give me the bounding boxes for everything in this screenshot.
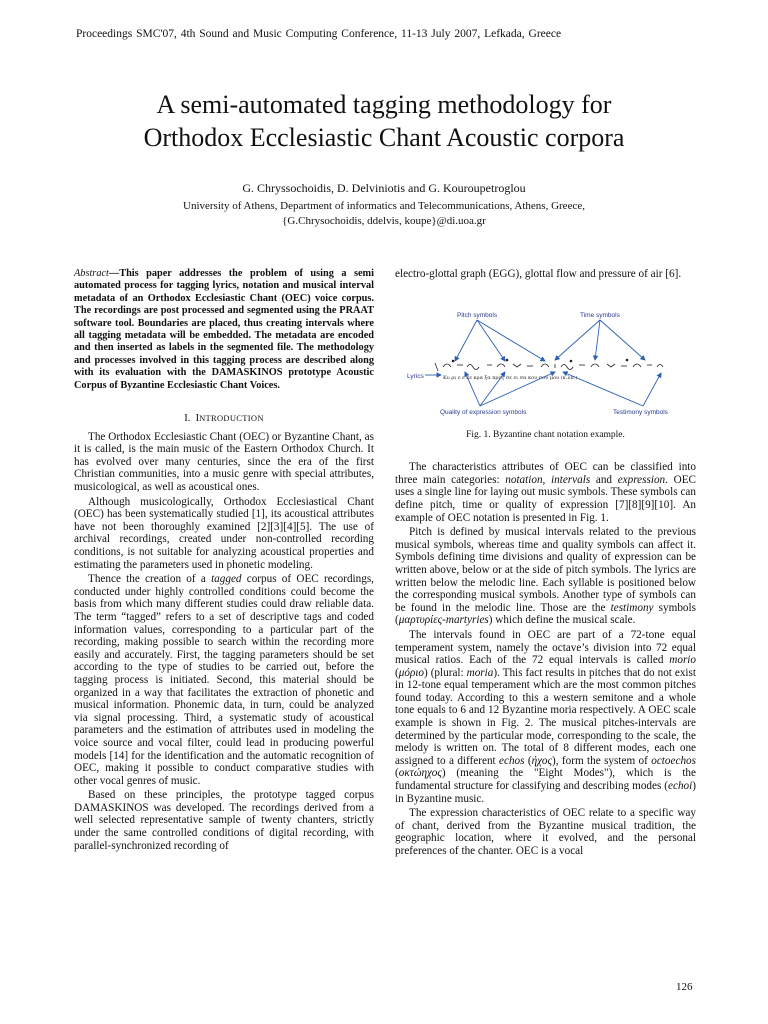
label-pitch-symbols: Pitch symbols bbox=[457, 311, 498, 319]
figure-1-caption: Fig. 1. Byzantine chant notation example. bbox=[466, 429, 625, 440]
label-testimony-symbols: Testimony symbols bbox=[613, 408, 668, 416]
right-paragraph-2: Pitch is defined by musical intervals related to the previous musical symbols, whereas time and quality symbols can affect it. Symbols defining time divisions and quality of expression can be written above, below or at the side of pitch symbols. The lyrics are written below the melodic line. Each syllable is positioned below the corresponding musical symbols. Another type of symbols can be found in the melodic line. Those are the testimony symbols (μαρτυρίες-martyries) which define the musical scale. bbox=[395, 526, 696, 627]
right-paragraph-3: The intervals found in OEC are part of a 72-tone equal temperament system, namely the octave’s division into 72 equal musical ratios. Each of the 72 equal intervals is called morio (μόριο) (plural: moria). This fact results in pitches that do not exist in 12-tone equal temperament which are the most common pitches found today. According to this a western semitone and a whole tone equals to 6 and 12 Byzantine moria respectively. A OEC scale example is shown in Fig. 2. The musical pitches-intervals are determined by the particular mode, corresponding to the scale, the melody is written on. The total of 8 different modes, each one assigned to a different echos (ήχος), form the system of octoechos (οκτώηχος) (meaning the "Eight Modes"), which is the fundamental structure for classifying and describing modes (echoi) in Byzantine music. bbox=[395, 628, 696, 805]
figure-1-notation-example bbox=[395, 301, 696, 419]
affiliation-line-1: University of Athens, Department of informatics and Telecommunications, Athens, Greece, bbox=[183, 200, 585, 212]
label-lyrics: Lyrics bbox=[407, 372, 424, 380]
authors: G. Chryssochoidis, D. Delviniotis and G. Kouroupetroglou bbox=[242, 181, 526, 195]
title-line-1: A semi-automated tagging methodology for bbox=[156, 90, 612, 119]
title-line-2: Orthodox Ecclesiastic Chant Acoustic corpora bbox=[143, 123, 625, 152]
right-column bbox=[395, 268, 696, 860]
right-paragraph-1: The characteristics attributes of OEC can be classified into three main categories: notation, intervals and expression. OEC uses a single line for laying out music symbols. These symbols can define pitch, time or quality of expression [7][8][9][10]. An example of OEC notation is presented in Fig. 1. bbox=[395, 461, 697, 524]
right-paragraph-0: electro-glottal graph (EGG), glottal flow and pressure of air [6]. bbox=[395, 268, 682, 280]
intro-paragraph-4: Based on these principles, the prototype tagged corpus DAMASKINOS was developed. The recordings derived from a well selected representative sample of twenty chanters, strictly under the same controlled conditions of digital recording, with parallel-synchronized recording of bbox=[74, 789, 374, 852]
lyric-syllables: Κυ ρι ε ε κε κρα ξα προς σε ει σα κου σον μου (κ.λπ.) bbox=[443, 374, 578, 381]
intro-paragraph-3: Thence the creation of a tagged corpus of OEC recordings, conducted under highly controlled conditions could become the basis from which many different studies could draw reliable data. The term “tagged” refers to a set of descriptive tags and coded information values, corresponding to a particular part of the recording, making possible to search within the recording more easily and accurately. First, the tagging parameters should be set according to the type of studies to be carried out, before the tagging process is initiated. Second, this material should be organized in a way that facilitates the extraction of phonetic and musical information. Phonemic data, in turn, could be analyzed via signal processing. Third, a systematic study of acoustical parameters and the estimation of attributes used in modeling the voice source and vocal filter, could lead in producing powerful models [14] for the identification and the automatic recognition of OEC, making it possible to conduct comparative studies with other vocal genres of music. bbox=[74, 573, 374, 787]
notation-diagram bbox=[395, 301, 696, 419]
intro-paragraph-1: The Orthodox Ecclesiastic Chant (OEC) or Byzantine Chant, as it is called, is the main music of the Eastern Orthodox Church. It has evolved over many centuries, since the era of the first Christian communities, into a music genre with special attributes, musicological, as well as acoustical ones. bbox=[74, 430, 374, 494]
paper-title bbox=[60, 88, 708, 154]
intro-paragraph-2: Although musicologically, Orthodox Ecclesiastical Chant (OEC) has been systematically studied [1], its acoustical attributes have not been thoroughly examined [2][3][4][5]. The use of archival recordings, created under non-controlled recording conditions, is not suitable for analyzing acoustical properties and estimating the parameters used in phonetic modeling. bbox=[74, 495, 374, 571]
affiliation bbox=[60, 199, 708, 229]
abstract-label: Abstract bbox=[74, 268, 109, 279]
section-initial: I bbox=[195, 413, 200, 425]
italic-term: tagged bbox=[211, 573, 242, 586]
running-header: Proceedings SMC'07, 4th Sound and Music Computing Conference, 11-13 July 2007, Lefkada, Greece bbox=[76, 28, 562, 40]
annotation-arrows bbox=[425, 320, 661, 406]
page-number: 126 bbox=[676, 981, 693, 993]
abstract-text: —This paper addresses the problem of using a semi automated process for tagging lyrics, notation and musical interval metadata of an Orthodox Ecclesiastic Chant (OEC) voice corpus. The recordings are post processed and segmented using the PRAAT software tool. Boundaries are placed, thus creating intervals where all tagging metadata will be embedded. The metadata are encoded and then inserted as labels in the segmented file. The methodology and processes involved in this tagging process are described along with its evaluation with the DAMASKINOS prototype Acoustic Corpus of Byzantine Ecclesiastic Chant Voices. bbox=[74, 268, 374, 391]
right-paragraph-4: The expression characteristics of OEC relate to a specific way of chant, derived from the Byzantine musical tradition, the geographic location, where it evolved, and the personal preferences of the chanter. OEC is a vocal bbox=[395, 807, 696, 857]
notation-symbol-line bbox=[435, 359, 663, 371]
section-number: I. bbox=[184, 413, 191, 425]
abstract bbox=[74, 268, 374, 392]
label-quality-symbols: Quality of expression symbols bbox=[440, 408, 527, 416]
left-column bbox=[74, 268, 374, 854]
label-time-symbols: Time symbols bbox=[580, 311, 620, 319]
section-heading-introduction bbox=[74, 412, 374, 426]
affiliation-emails: {G.Chrysochoidis, ddelvis, koupe}@di.uoa.gr bbox=[282, 215, 486, 227]
section-title-rest: NTRODUCTION bbox=[199, 413, 264, 424]
